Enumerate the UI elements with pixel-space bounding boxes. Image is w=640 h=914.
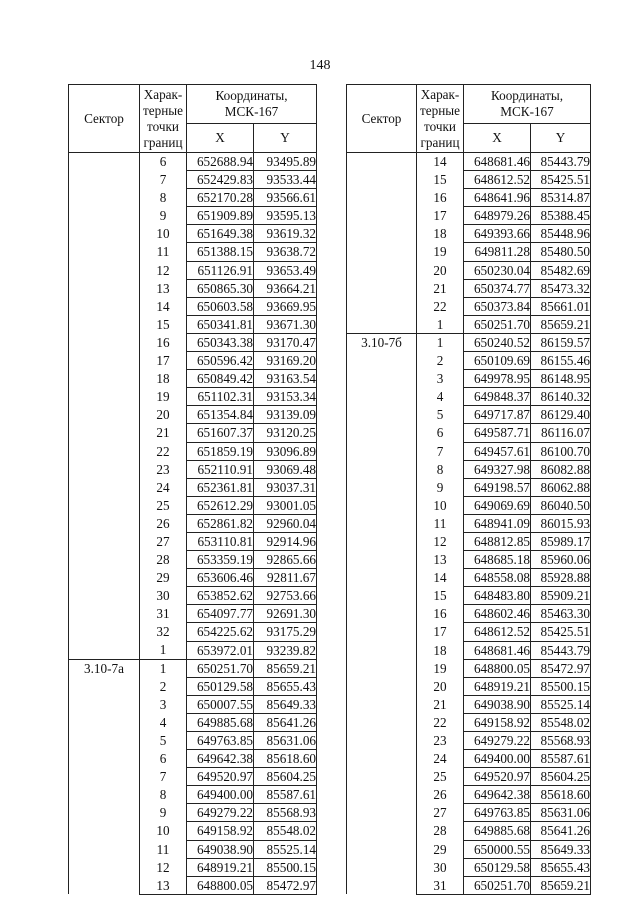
y-coordinate-cell: 85641.26	[531, 822, 591, 840]
y-coordinate-cell: 85909.21	[531, 587, 591, 605]
y-coordinate-cell: 85525.14	[531, 695, 591, 713]
point-number-cell: 12	[140, 261, 187, 279]
point-number-cell: 30	[140, 587, 187, 605]
point-number-cell: 26	[140, 514, 187, 532]
x-coordinate-cell: 650129.58	[464, 858, 531, 876]
x-coordinate-cell: 649038.90	[464, 695, 531, 713]
point-number-cell: 20	[140, 406, 187, 424]
x-coordinate-cell: 649520.97	[187, 768, 254, 786]
point-number-cell: 20	[417, 261, 464, 279]
y-coordinate-cell: 85659.21	[531, 876, 591, 894]
header-boundary-points	[417, 85, 464, 153]
y-coordinate-cell: 86100.70	[531, 442, 591, 460]
x-coordinate-cell: 653110.81	[187, 532, 254, 550]
point-number-cell: 16	[140, 333, 187, 351]
x-coordinate-cell: 649279.22	[464, 732, 531, 750]
x-coordinate-cell: 650373.84	[464, 297, 531, 315]
point-number-cell: 8	[417, 460, 464, 478]
point-number-cell: 3	[417, 370, 464, 388]
x-coordinate-cell: 651126.91	[187, 261, 254, 279]
x-coordinate-cell: 652361.81	[187, 478, 254, 496]
x-coordinate-cell: 648800.05	[187, 876, 254, 894]
y-coordinate-cell: 85525.14	[254, 840, 317, 858]
y-coordinate-cell: 93533.44	[254, 171, 317, 189]
table-header	[347, 85, 591, 153]
point-number-cell: 3	[140, 695, 187, 713]
table-row	[69, 659, 317, 677]
x-coordinate-cell: 652429.83	[187, 171, 254, 189]
y-coordinate-cell: 85482.69	[531, 261, 591, 279]
y-coordinate-cell: 93169.20	[254, 352, 317, 370]
y-coordinate-cell: 93671.30	[254, 315, 317, 333]
table-row	[347, 153, 591, 171]
point-number-cell: 22	[417, 713, 464, 731]
point-number-cell: 11	[140, 840, 187, 858]
header-line: точки	[147, 118, 179, 134]
header-line: Харак-	[420, 86, 460, 102]
y-coordinate-cell: 93239.82	[254, 641, 317, 659]
x-coordinate-cell: 650230.04	[464, 261, 531, 279]
point-number-cell: 18	[417, 641, 464, 659]
y-coordinate-cell: 85448.96	[531, 225, 591, 243]
table-header	[69, 85, 317, 153]
x-coordinate-cell: 651909.89	[187, 207, 254, 225]
point-number-cell: 15	[417, 587, 464, 605]
x-coordinate-cell: 650129.58	[187, 677, 254, 695]
y-coordinate-cell: 86155.46	[531, 352, 591, 370]
x-coordinate-cell: 649642.38	[464, 786, 531, 804]
point-number-cell: 26	[417, 786, 464, 804]
point-number-cell: 23	[417, 732, 464, 750]
y-coordinate-cell: 85480.50	[531, 243, 591, 261]
header-y: Y	[254, 124, 317, 153]
point-number-cell: 6	[140, 153, 187, 171]
point-number-cell: 15	[417, 171, 464, 189]
point-number-cell: 19	[417, 659, 464, 677]
y-coordinate-cell: 85473.32	[531, 279, 591, 297]
sector-cell: 3.10-7а	[69, 659, 140, 894]
point-number-cell: 6	[417, 424, 464, 442]
y-coordinate-cell: 92865.66	[254, 551, 317, 569]
point-number-cell: 21	[140, 424, 187, 442]
x-coordinate-cell: 649763.85	[187, 732, 254, 750]
table-body	[69, 153, 317, 895]
point-number-cell: 16	[417, 189, 464, 207]
x-coordinate-cell: 652170.28	[187, 189, 254, 207]
y-coordinate-cell: 85314.87	[531, 189, 591, 207]
page-number: 148	[309, 58, 331, 73]
point-number-cell: 1	[417, 333, 464, 351]
header-line: границ	[420, 134, 460, 150]
point-number-cell: 7	[140, 171, 187, 189]
y-coordinate-cell: 85655.43	[531, 858, 591, 876]
x-coordinate-cell: 649158.92	[187, 822, 254, 840]
point-number-cell: 25	[140, 496, 187, 514]
point-number-cell: 1	[140, 659, 187, 677]
y-coordinate-cell: 92811.67	[254, 569, 317, 587]
y-coordinate-cell: 85568.93	[531, 732, 591, 750]
point-number-cell: 7	[417, 442, 464, 460]
y-coordinate-cell: 93139.09	[254, 406, 317, 424]
table-row	[347, 333, 591, 351]
x-coordinate-cell: 650240.52	[464, 333, 531, 351]
x-coordinate-cell: 649400.00	[464, 750, 531, 768]
x-coordinate-cell: 648812.85	[464, 532, 531, 550]
point-number-cell: 17	[417, 207, 464, 225]
x-coordinate-cell: 648681.46	[464, 641, 531, 659]
x-coordinate-cell: 650343.38	[187, 333, 254, 351]
header-line: точки	[424, 118, 456, 134]
y-coordinate-cell: 93153.34	[254, 388, 317, 406]
x-coordinate-cell: 650341.81	[187, 315, 254, 333]
point-number-cell: 21	[417, 695, 464, 713]
header-boundary-points	[140, 85, 187, 153]
x-coordinate-cell: 649198.57	[464, 478, 531, 496]
y-coordinate-cell: 85631.06	[531, 804, 591, 822]
y-coordinate-cell: 85443.79	[531, 153, 591, 171]
x-coordinate-cell: 649811.28	[464, 243, 531, 261]
x-coordinate-cell: 649327.98	[464, 460, 531, 478]
point-number-cell: 29	[417, 840, 464, 858]
y-coordinate-cell: 93669.95	[254, 297, 317, 315]
x-coordinate-cell: 649978.95	[464, 370, 531, 388]
y-coordinate-cell: 85587.61	[254, 786, 317, 804]
table-body	[347, 153, 591, 895]
point-number-cell: 12	[417, 532, 464, 550]
x-coordinate-cell: 650251.70	[187, 659, 254, 677]
x-coordinate-cell: 649763.85	[464, 804, 531, 822]
y-coordinate-cell: 93120.25	[254, 424, 317, 442]
header-sector: Сектор	[347, 85, 417, 153]
y-coordinate-cell: 85500.15	[254, 858, 317, 876]
y-coordinate-cell: 85928.88	[531, 569, 591, 587]
header-coordinates	[464, 85, 591, 124]
point-number-cell: 22	[417, 297, 464, 315]
point-number-cell: 11	[140, 243, 187, 261]
coordinates-table-left	[68, 84, 317, 895]
point-number-cell: 28	[417, 822, 464, 840]
point-number-cell: 13	[417, 551, 464, 569]
y-coordinate-cell: 85388.45	[531, 207, 591, 225]
y-coordinate-cell: 85425.51	[531, 623, 591, 641]
point-number-cell: 1	[417, 315, 464, 333]
x-coordinate-cell: 649400.00	[187, 786, 254, 804]
point-number-cell: 17	[140, 352, 187, 370]
x-coordinate-cell: 648602.46	[464, 605, 531, 623]
point-number-cell: 8	[140, 189, 187, 207]
point-number-cell: 28	[140, 551, 187, 569]
y-coordinate-cell: 86148.95	[531, 370, 591, 388]
y-coordinate-cell: 86040.50	[531, 496, 591, 514]
header-line: терные	[420, 102, 460, 118]
y-coordinate-cell: 92753.66	[254, 587, 317, 605]
x-coordinate-cell: 649393.66	[464, 225, 531, 243]
x-coordinate-cell: 648612.52	[464, 623, 531, 641]
y-coordinate-cell: 93175.29	[254, 623, 317, 641]
y-coordinate-cell: 85548.02	[254, 822, 317, 840]
x-coordinate-cell: 648685.18	[464, 551, 531, 569]
y-coordinate-cell: 86129.40	[531, 406, 591, 424]
point-number-cell: 24	[417, 750, 464, 768]
x-coordinate-cell: 648919.21	[187, 858, 254, 876]
y-coordinate-cell: 92691.30	[254, 605, 317, 623]
header-line: МСК-167	[500, 104, 554, 119]
point-number-cell: 16	[417, 605, 464, 623]
x-coordinate-cell: 651859.19	[187, 442, 254, 460]
point-number-cell: 27	[140, 532, 187, 550]
point-number-cell: 8	[140, 786, 187, 804]
x-coordinate-cell: 650849.42	[187, 370, 254, 388]
point-number-cell: 4	[417, 388, 464, 406]
point-number-cell: 14	[417, 569, 464, 587]
y-coordinate-cell: 85587.61	[531, 750, 591, 768]
y-coordinate-cell: 93037.31	[254, 478, 317, 496]
y-coordinate-cell: 85463.30	[531, 605, 591, 623]
y-coordinate-cell: 85649.33	[531, 840, 591, 858]
y-coordinate-cell: 93163.54	[254, 370, 317, 388]
point-number-cell: 2	[417, 352, 464, 370]
x-coordinate-cell: 649158.92	[464, 713, 531, 731]
point-number-cell: 30	[417, 858, 464, 876]
y-coordinate-cell: 93170.47	[254, 333, 317, 351]
point-number-cell: 31	[140, 605, 187, 623]
point-number-cell: 14	[417, 153, 464, 171]
y-coordinate-cell: 93096.89	[254, 442, 317, 460]
y-coordinate-cell: 93069.48	[254, 460, 317, 478]
point-number-cell: 20	[417, 677, 464, 695]
x-coordinate-cell: 648979.26	[464, 207, 531, 225]
y-coordinate-cell: 93664.21	[254, 279, 317, 297]
x-coordinate-cell: 649717.87	[464, 406, 531, 424]
y-coordinate-cell: 85425.51	[531, 171, 591, 189]
x-coordinate-cell: 649885.68	[464, 822, 531, 840]
point-number-cell: 9	[140, 804, 187, 822]
x-coordinate-cell: 651607.37	[187, 424, 254, 442]
point-number-cell: 9	[140, 207, 187, 225]
point-number-cell: 11	[417, 514, 464, 532]
x-coordinate-cell: 649457.61	[464, 442, 531, 460]
x-coordinate-cell: 652688.94	[187, 153, 254, 171]
header-line: терные	[143, 102, 183, 118]
header-line: Координаты,	[490, 88, 563, 103]
point-number-cell: 23	[140, 460, 187, 478]
x-coordinate-cell: 650251.70	[464, 315, 531, 333]
x-coordinate-cell: 653972.01	[187, 641, 254, 659]
x-coordinate-cell: 648483.80	[464, 587, 531, 605]
x-coordinate-cell: 652612.29	[187, 496, 254, 514]
header-x: X	[464, 124, 531, 153]
point-number-cell: 4	[140, 713, 187, 731]
x-coordinate-cell: 653852.62	[187, 587, 254, 605]
y-coordinate-cell: 85604.25	[531, 768, 591, 786]
y-coordinate-cell: 86140.32	[531, 388, 591, 406]
y-coordinate-cell: 92914.96	[254, 532, 317, 550]
x-coordinate-cell: 649279.22	[187, 804, 254, 822]
x-coordinate-cell: 651354.84	[187, 406, 254, 424]
table-row	[69, 153, 317, 171]
point-number-cell: 13	[140, 279, 187, 297]
x-coordinate-cell: 649885.68	[187, 713, 254, 731]
header-x: X	[187, 124, 254, 153]
point-number-cell: 18	[140, 370, 187, 388]
y-coordinate-cell: 85641.26	[254, 713, 317, 731]
header-sector: Сектор	[69, 85, 140, 153]
y-coordinate-cell: 93566.61	[254, 189, 317, 207]
x-coordinate-cell: 649848.37	[464, 388, 531, 406]
header-line: границ	[143, 134, 183, 150]
y-coordinate-cell: 85548.02	[531, 713, 591, 731]
point-number-cell: 10	[140, 822, 187, 840]
y-coordinate-cell: 85661.01	[531, 297, 591, 315]
y-coordinate-cell: 93653.49	[254, 261, 317, 279]
y-coordinate-cell: 85604.25	[254, 768, 317, 786]
sector-cell	[69, 153, 140, 660]
x-coordinate-cell: 648641.96	[464, 189, 531, 207]
x-coordinate-cell: 653359.19	[187, 551, 254, 569]
y-coordinate-cell: 93495.89	[254, 153, 317, 171]
point-number-cell: 19	[140, 388, 187, 406]
point-number-cell: 13	[140, 876, 187, 894]
x-coordinate-cell: 650865.30	[187, 279, 254, 297]
point-number-cell: 6	[140, 750, 187, 768]
x-coordinate-cell: 652110.91	[187, 460, 254, 478]
point-number-cell: 27	[417, 804, 464, 822]
x-coordinate-cell: 652861.82	[187, 514, 254, 532]
point-number-cell: 15	[140, 315, 187, 333]
x-coordinate-cell: 648612.52	[464, 171, 531, 189]
y-coordinate-cell: 86015.93	[531, 514, 591, 532]
x-coordinate-cell: 650109.69	[464, 352, 531, 370]
header-coordinates	[187, 85, 317, 124]
header-line: Харак-	[143, 86, 183, 102]
point-number-cell: 7	[140, 768, 187, 786]
y-coordinate-cell: 85960.06	[531, 551, 591, 569]
y-coordinate-cell: 85472.97	[254, 876, 317, 894]
x-coordinate-cell: 650374.77	[464, 279, 531, 297]
y-coordinate-cell: 85568.93	[254, 804, 317, 822]
header-line: Координаты,	[215, 88, 288, 103]
point-number-cell: 5	[140, 732, 187, 750]
y-coordinate-cell: 93619.32	[254, 225, 317, 243]
x-coordinate-cell: 649587.71	[464, 424, 531, 442]
x-coordinate-cell: 651102.31	[187, 388, 254, 406]
x-coordinate-cell: 648941.09	[464, 514, 531, 532]
point-number-cell: 5	[417, 406, 464, 424]
y-coordinate-cell: 86159.57	[531, 333, 591, 351]
point-number-cell: 19	[417, 243, 464, 261]
x-coordinate-cell: 651388.15	[187, 243, 254, 261]
x-coordinate-cell: 650251.70	[464, 876, 531, 894]
x-coordinate-cell: 650603.58	[187, 297, 254, 315]
x-coordinate-cell: 653606.46	[187, 569, 254, 587]
x-coordinate-cell: 649642.38	[187, 750, 254, 768]
point-number-cell: 24	[140, 478, 187, 496]
point-number-cell: 22	[140, 442, 187, 460]
point-number-cell: 25	[417, 768, 464, 786]
point-number-cell: 32	[140, 623, 187, 641]
point-number-cell: 1	[140, 641, 187, 659]
x-coordinate-cell: 648800.05	[464, 659, 531, 677]
y-coordinate-cell: 93638.72	[254, 243, 317, 261]
y-coordinate-cell: 85655.43	[254, 677, 317, 695]
x-coordinate-cell: 650596.42	[187, 352, 254, 370]
x-coordinate-cell: 654225.62	[187, 623, 254, 641]
y-coordinate-cell: 93001.05	[254, 496, 317, 514]
y-coordinate-cell: 85500.15	[531, 677, 591, 695]
coordinates-table-right	[346, 84, 591, 895]
x-coordinate-cell: 648681.46	[464, 153, 531, 171]
y-coordinate-cell: 85631.06	[254, 732, 317, 750]
point-number-cell: 9	[417, 478, 464, 496]
x-coordinate-cell: 649038.90	[187, 840, 254, 858]
y-coordinate-cell: 86116.07	[531, 424, 591, 442]
x-coordinate-cell: 650000.55	[464, 840, 531, 858]
x-coordinate-cell: 649520.97	[464, 768, 531, 786]
y-coordinate-cell: 86062.88	[531, 478, 591, 496]
x-coordinate-cell: 651649.38	[187, 225, 254, 243]
y-coordinate-cell: 85618.60	[531, 786, 591, 804]
y-coordinate-cell: 85659.21	[531, 315, 591, 333]
sector-cell	[347, 153, 417, 334]
point-number-cell: 14	[140, 297, 187, 315]
header-line: МСК-167	[224, 104, 279, 119]
point-number-cell: 17	[417, 623, 464, 641]
point-number-cell: 2	[140, 677, 187, 695]
x-coordinate-cell: 654097.77	[187, 605, 254, 623]
y-coordinate-cell: 85472.97	[531, 659, 591, 677]
y-coordinate-cell: 86082.88	[531, 460, 591, 478]
point-number-cell: 10	[140, 225, 187, 243]
y-coordinate-cell: 85443.79	[531, 641, 591, 659]
point-number-cell: 18	[417, 225, 464, 243]
point-number-cell: 21	[417, 279, 464, 297]
header-y: Y	[531, 124, 591, 153]
x-coordinate-cell: 648558.08	[464, 569, 531, 587]
point-number-cell: 10	[417, 496, 464, 514]
y-coordinate-cell: 93595.13	[254, 207, 317, 225]
point-number-cell: 12	[140, 858, 187, 876]
y-coordinate-cell: 85649.33	[254, 695, 317, 713]
y-coordinate-cell: 85989.17	[531, 532, 591, 550]
x-coordinate-cell: 649069.69	[464, 496, 531, 514]
point-number-cell: 29	[140, 569, 187, 587]
sector-cell: 3.10-7б	[347, 333, 417, 894]
y-coordinate-cell: 92960.04	[254, 514, 317, 532]
point-number-cell: 31	[417, 876, 464, 894]
x-coordinate-cell: 648919.21	[464, 677, 531, 695]
y-coordinate-cell: 85659.21	[254, 659, 317, 677]
x-coordinate-cell: 650007.55	[187, 695, 254, 713]
y-coordinate-cell: 85618.60	[254, 750, 317, 768]
